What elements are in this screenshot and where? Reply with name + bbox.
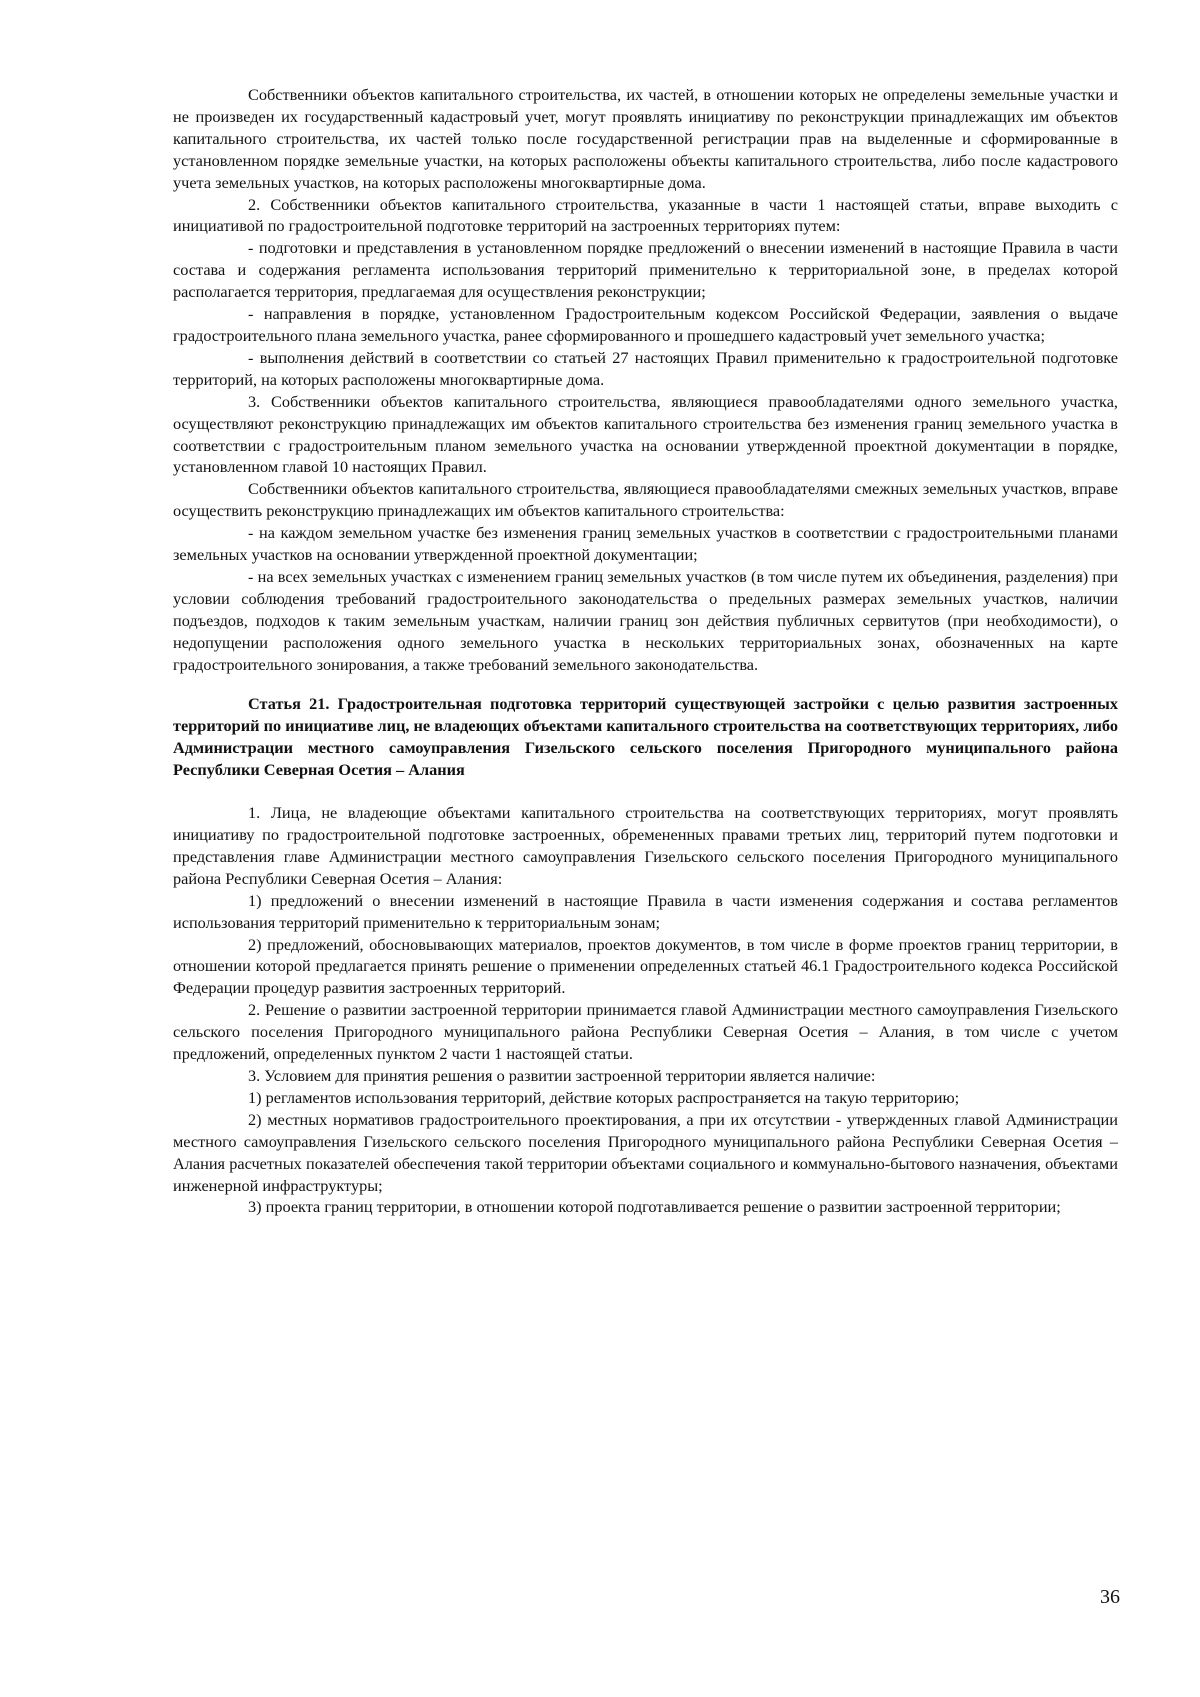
document-page [173, 84, 1118, 1218]
list-item: - выполнения действий в соответствии со статьей 27 настоящих Правил применительно к градостроительной подготовке территорий, на которых расположены многоквартирные дома. [173, 347, 1118, 389]
paragraphs-before [173, 84, 1118, 675]
article-heading: Статья 21. Градостроительная подготовка территорий существующей застройки с целью развития застроенных территорий по инициативе лиц, не владеющих объектами капитального строительства на соответствующих территориях, либо Администрации местного самоуправления Гизельского сельского поселения Пригородного муниципального района Республики Северная Осетия – Алания [173, 694, 1118, 780]
list-item: - направления в порядке, установленном Градостроительным кодексом Российской Федерации, заявления о выдаче градостроительного плана земельного участка, ранее сформированного и прошедшего кадастровый учет земельного участка; [173, 304, 1118, 345]
paragraph: 1. Лица, не владеющие объектами капитального строительства на соответствующих территориях, могут проявлять инициативу по градостроительной подготовке застроенных, обремененных правами третьих лиц, территорий путем подготовки и представления главе Администрации местного самоуправления Гизельского сельского поселения Пригородного муниципального района Республики Северная Осетия – Алания: [173, 803, 1118, 888]
list-item: 2) местных нормативов градостроительного проектирования, а при их отсутствии - утвержденных главой Администрации местного самоуправления Гизельского сельского поселения Пригородного муниципального района Республики Северная Осетия – Алания расчетных показателей обеспечения такой территории объектами социального и коммунально-бытового назначения, объектами инженерной инфраструктуры; [173, 1109, 1118, 1195]
paragraph: Собственники объектов капитального строительства, их частей, в отношении которых не определены земельные участки и не произведен их государственный кадастровый учет, могут проявлять инициативу по реконструкции принадлежащих им объектов капитального строительства, их частей только после государственной регистрации прав на выделенные и сформированные в установленном порядке земельные участки, на которых расположены объекты капитального строительства, либо после кадастрового учета земельных участков, на которых расположены многоквартирные дома. [173, 85, 1118, 192]
list-item: - на всех земельных участках с изменением границ земельных участков (в том числе путем их объединения, разделения) при условии соблюдения требований градостроительного законодательства о предельных размерах земельных участков, наличии подъездов, подходов к таким земельным участкам, наличии границ зон действия публичных сервитутов (при необходимости), о недопущении расположения одного земельного участка в нескольких территориальных зонах, обозначенных на карте градостроительного зонирования, а также требований земельного законодательства. [173, 566, 1118, 674]
paragraph: 3. Собственники объектов капитального строительства, являющиеся правообладателями одного земельного участка, осуществляют реконструкцию принадлежащих им объектов капитального строительства без изменения границ земельного участка в соответствии с градостроительным планом земельного участка на основании утвержденной проектной документации в порядке, установленном главой 10 настоящих Правил. [173, 391, 1118, 477]
list-item: 3) проекта границ территории, в отношении которой подготавливается решение о развитии застроенной территории; [248, 1197, 1061, 1217]
paragraph: 2. Собственники объектов капитального строительства, указанные в части 1 настоящей статьи, вправе выходить с инициативой по градостроительной подготовке территорий на застроенных территориях путем: [173, 194, 1118, 236]
list-item: 1) предложений о внесении изменений в настоящие Правила в части изменения содержания и состава регламентов использования территорий применительно к территориальным зонам; [173, 890, 1118, 932]
paragraph: Собственники объектов капитального строительства, являющиеся правообладателями смежных земельных участков, вправе осуществить реконструкцию принадлежащих им объектов капитального строительства: [173, 479, 1118, 521]
list-item: - на каждом земельном участке без изменения границ земельных участков в соответствии с градостроительными планами земельных участков на основании утвержденной проектной документации; [173, 523, 1118, 565]
list-item: - подготовки и представления в установленном порядке предложений о внесении изменений в настоящие Правила в части состава и содержания регламента использования территорий применительно к территориальной зоне, в пределах которой располагается территория, предлагаемая для осуществления реконструкции; [173, 238, 1118, 302]
list-item: 1) регламентов использования территорий, действие которых распространяется на такую территорию; [248, 1087, 960, 1107]
paragraph: 3. Условием для принятия решения о развитии застроенной территории является наличие: [248, 1065, 876, 1085]
paragraph: 2. Решение о развитии застроенной территории принимается главой Администрации местного самоуправления Гизельского сельского поселения Пригородного муниципального района Республики Северная Осетия – Алания, в том числе с учетом предложений, определенных пунктом 2 части 1 настоящей статьи. [173, 1000, 1118, 1064]
list-item: 2) предложений, обосновывающих материалов, проектов документов, в том числе в форме проектов границ территории, в отношении которой предлагается принять решение о применении определенных статьей 46.1 Градостроительного кодекса Российской Федерации процедур развития застроенных территорий. [173, 934, 1118, 998]
page-number: 36 [1100, 1586, 1120, 1608]
paragraphs-after [173, 802, 1118, 1218]
